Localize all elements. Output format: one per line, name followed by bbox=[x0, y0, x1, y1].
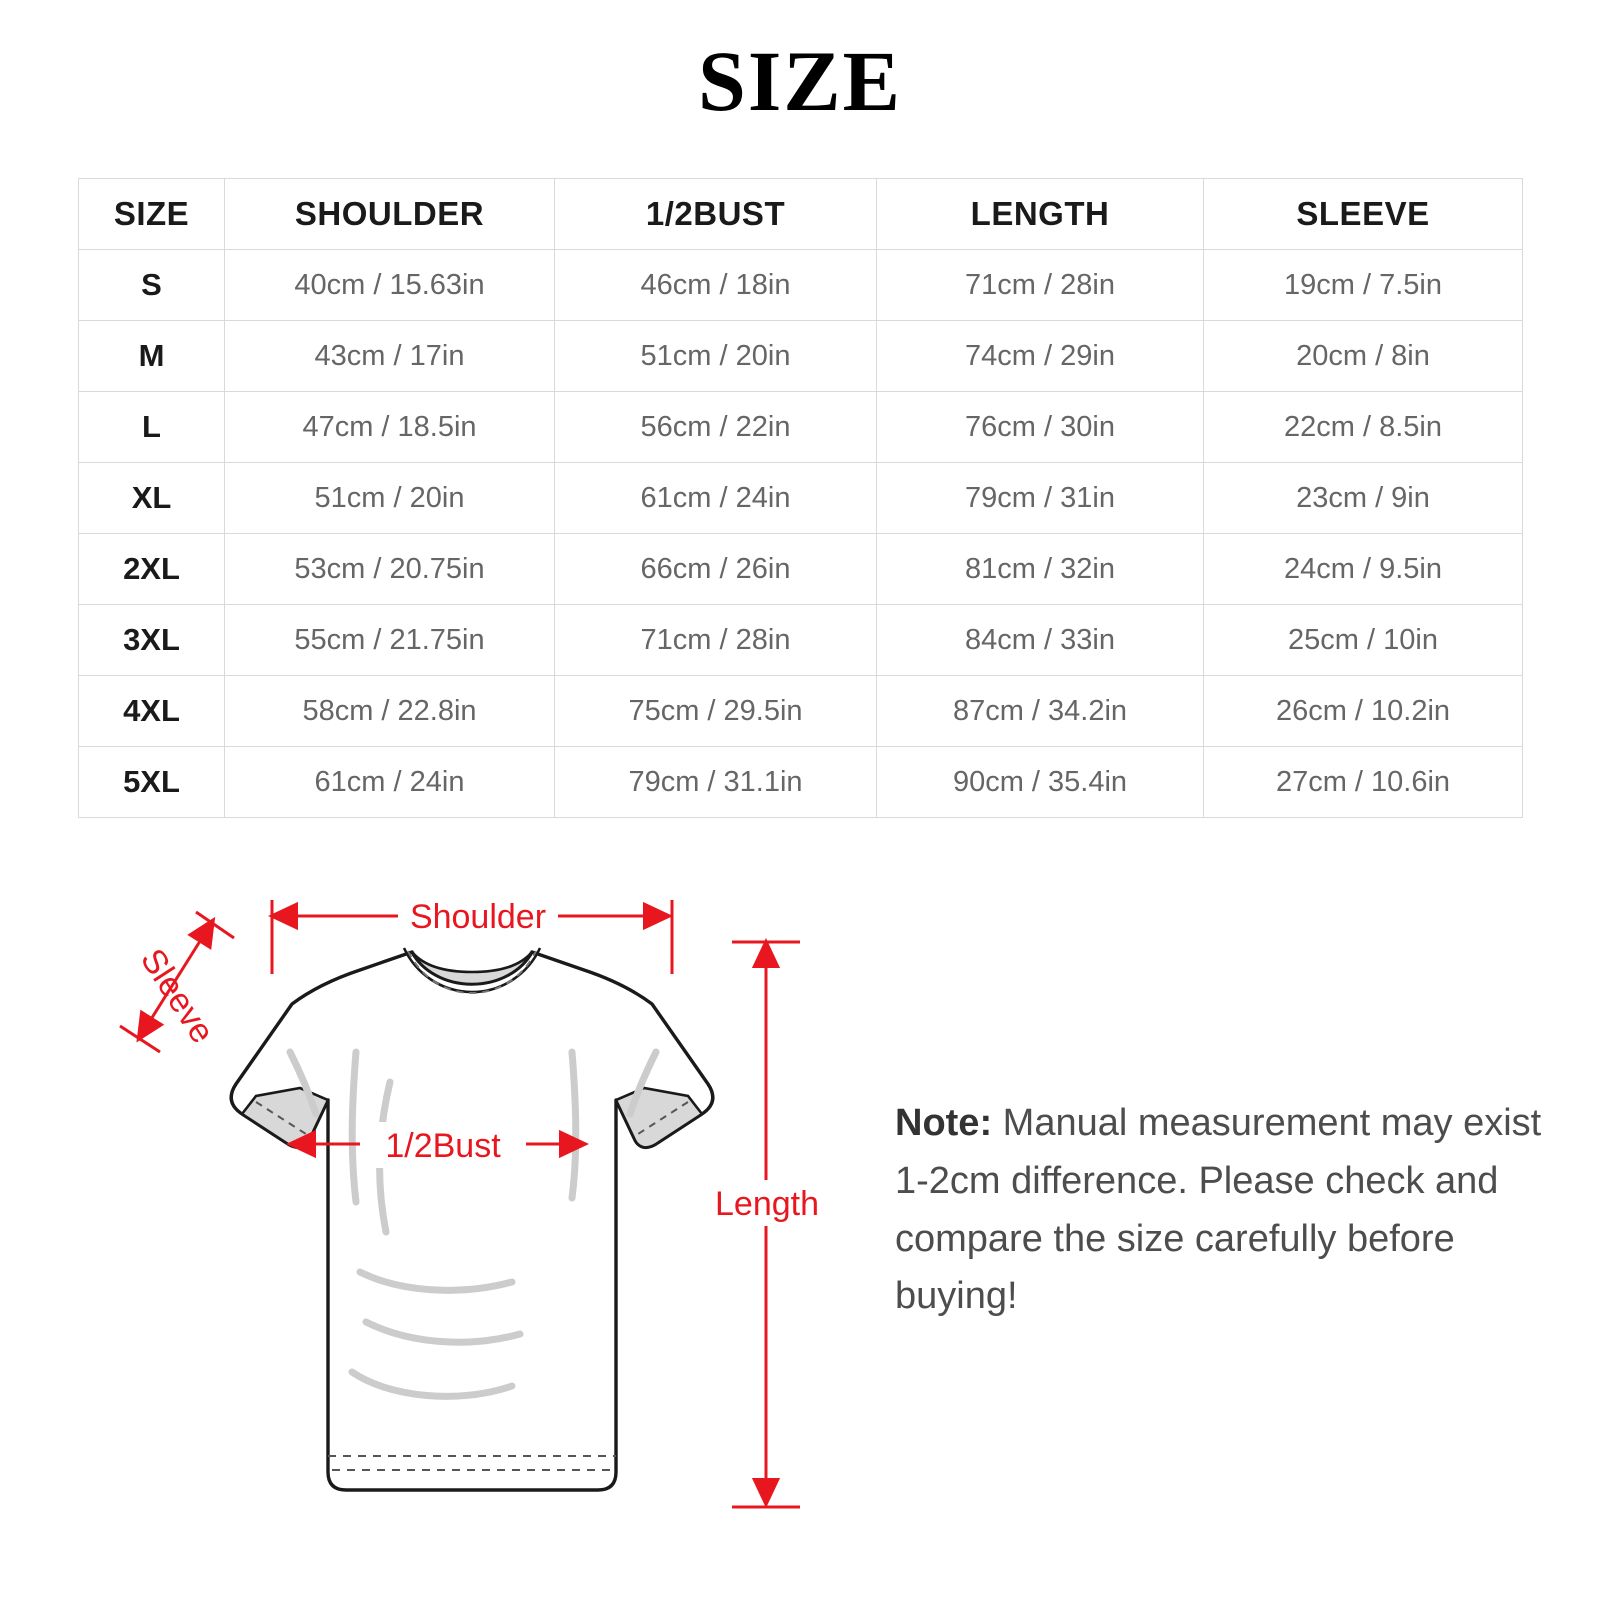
cell-sleeve: 24cm / 9.5in bbox=[1204, 534, 1523, 605]
tshirt-illustration bbox=[231, 948, 713, 1490]
cell-length: 84cm / 33in bbox=[877, 605, 1204, 676]
cell-bust: 71cm / 28in bbox=[555, 605, 877, 676]
cell-bust: 46cm / 18in bbox=[555, 250, 877, 321]
cell-sleeve: 19cm / 7.5in bbox=[1204, 250, 1523, 321]
label-shoulder: Shoulder bbox=[409, 898, 547, 936]
cell-size: 3XL bbox=[79, 605, 225, 676]
table-row bbox=[79, 321, 1523, 392]
cell-sleeve: 25cm / 10in bbox=[1204, 605, 1523, 676]
cell-length: 79cm / 31in bbox=[877, 463, 1204, 534]
cell-bust: 79cm / 31.1in bbox=[555, 747, 877, 818]
table-row bbox=[79, 605, 1523, 676]
table-row bbox=[79, 392, 1523, 463]
table-row bbox=[79, 463, 1523, 534]
page-title: SIZE bbox=[697, 33, 903, 129]
cell-sleeve: 27cm / 10.6in bbox=[1204, 747, 1523, 818]
column-header-bust: 1/2BUST bbox=[555, 179, 877, 250]
measurement-diagram bbox=[60, 852, 860, 1572]
column-header-sleeve: SLEEVE bbox=[1204, 179, 1523, 250]
cell-length: 74cm / 29in bbox=[877, 321, 1204, 392]
cell-length: 90cm / 35.4in bbox=[877, 747, 1204, 818]
label-sleeve: Sleeve bbox=[132, 942, 222, 1050]
cell-length: 87cm / 34.2in bbox=[877, 676, 1204, 747]
cell-sleeve: 26cm / 10.2in bbox=[1204, 676, 1523, 747]
size-chart-table bbox=[78, 178, 1523, 818]
cell-bust: 56cm / 22in bbox=[555, 392, 877, 463]
cell-length: 81cm / 32in bbox=[877, 534, 1204, 605]
table-row bbox=[79, 747, 1523, 818]
cell-shoulder: 55cm / 21.75in bbox=[225, 605, 555, 676]
column-header-size: SIZE bbox=[79, 179, 225, 250]
table-row bbox=[79, 250, 1523, 321]
sleeve-dimension bbox=[120, 912, 234, 1052]
cell-bust: 51cm / 20in bbox=[555, 321, 877, 392]
cell-bust: 75cm / 29.5in bbox=[555, 676, 877, 747]
cell-shoulder: 61cm / 24in bbox=[225, 747, 555, 818]
column-header-length: LENGTH bbox=[877, 179, 1204, 250]
cell-length: 76cm / 30in bbox=[877, 392, 1204, 463]
cell-size: S bbox=[79, 250, 225, 321]
cell-bust: 66cm / 26in bbox=[555, 534, 877, 605]
note-body: Manual measurement may exist 1-2cm difference. Please check and compare the size carefully before buying! bbox=[895, 1102, 1542, 1318]
cell-length: 71cm / 28in bbox=[877, 250, 1204, 321]
note-text bbox=[895, 1095, 1555, 1326]
note-label: Note: bbox=[895, 1102, 993, 1144]
cell-shoulder: 40cm / 15.63in bbox=[225, 250, 555, 321]
shoulder-dimension bbox=[272, 894, 672, 974]
cell-size: 4XL bbox=[79, 676, 225, 747]
cell-shoulder: 53cm / 20.75in bbox=[225, 534, 555, 605]
table-row bbox=[79, 534, 1523, 605]
length-dimension bbox=[708, 942, 826, 1507]
label-bust: 1/2Bust bbox=[385, 1127, 501, 1165]
cell-size: L bbox=[79, 392, 225, 463]
cell-shoulder: 47cm / 18.5in bbox=[225, 392, 555, 463]
cell-bust: 61cm / 24in bbox=[555, 463, 877, 534]
cell-size: M bbox=[79, 321, 225, 392]
table-header-row bbox=[79, 179, 1523, 250]
cell-shoulder: 43cm / 17in bbox=[225, 321, 555, 392]
column-header-shoulder: SHOULDER bbox=[225, 179, 555, 250]
cell-size: XL bbox=[79, 463, 225, 534]
cell-sleeve: 23cm / 9in bbox=[1204, 463, 1523, 534]
cell-sleeve: 20cm / 8in bbox=[1204, 321, 1523, 392]
cell-sleeve: 22cm / 8.5in bbox=[1204, 392, 1523, 463]
cell-size: 2XL bbox=[79, 534, 225, 605]
cell-shoulder: 58cm / 22.8in bbox=[225, 676, 555, 747]
cell-size: 5XL bbox=[79, 747, 225, 818]
table-row bbox=[79, 676, 1523, 747]
label-length: Length bbox=[715, 1185, 819, 1223]
cell-shoulder: 51cm / 20in bbox=[225, 463, 555, 534]
